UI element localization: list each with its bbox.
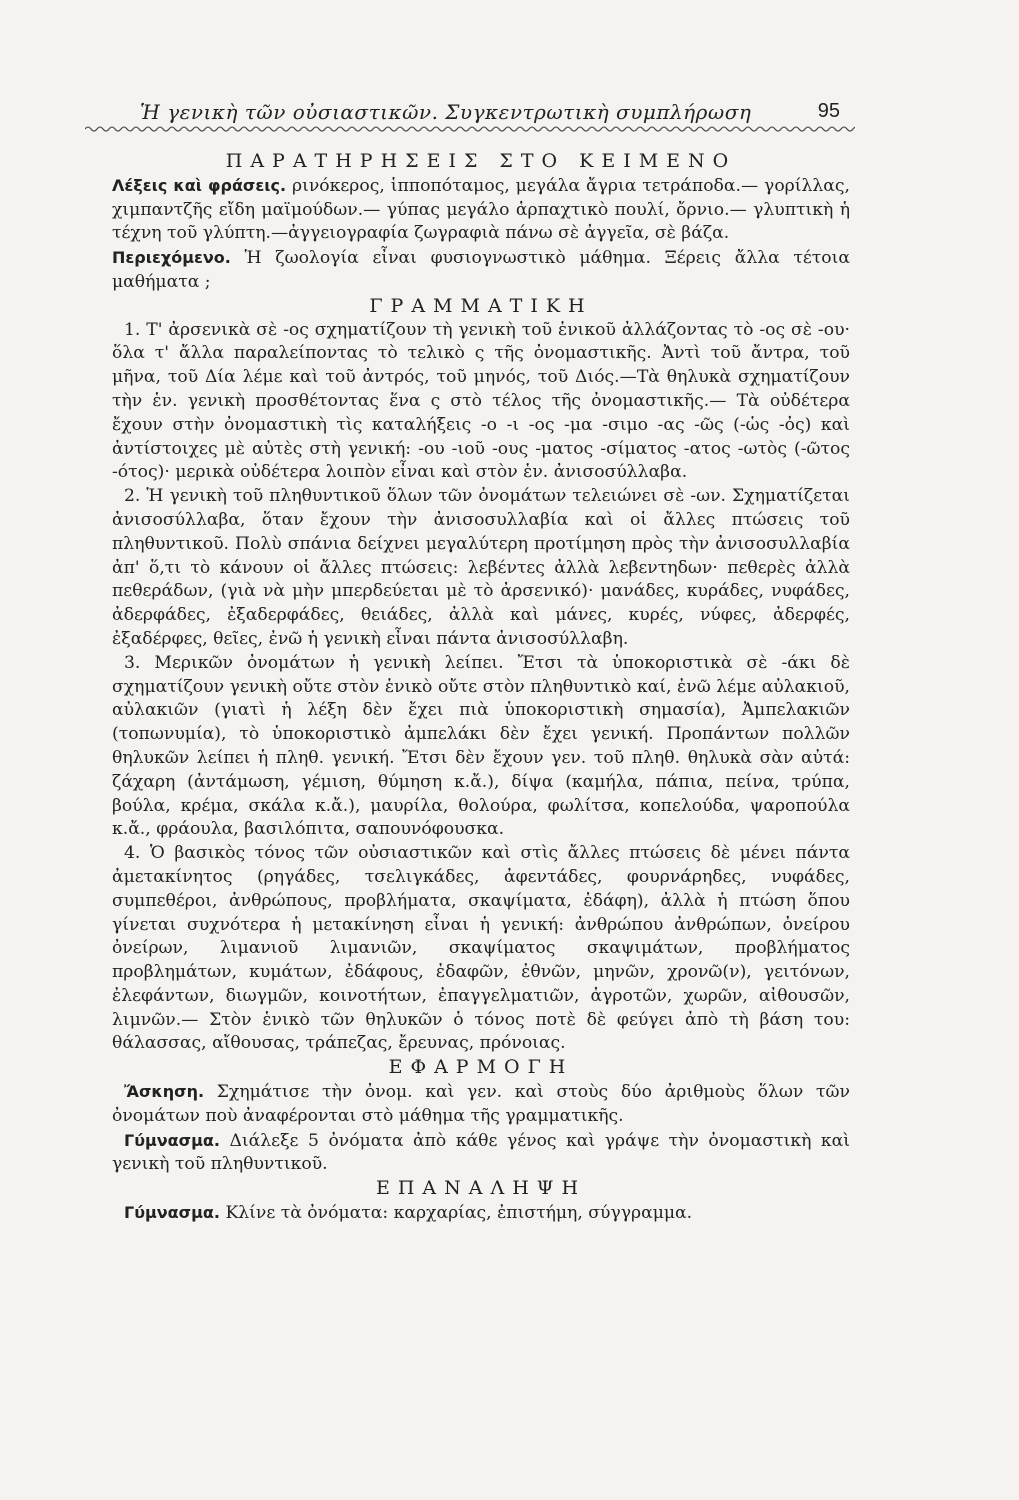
section-heading-epanalipsi: ΕΠΑΝΑΛΗΨΗ <box>375 1177 587 1200</box>
label-periexomeno: Περιεχόμενο. <box>112 248 231 268</box>
label-gymnasma-epanalipsi: Γύμνασμα. <box>124 1203 220 1223</box>
main-text <box>112 150 850 1226</box>
paragraph-gymnasma-epanalipsi <box>112 1201 850 1226</box>
paragraph-gymnasma-efarmogi <box>112 1129 850 1178</box>
label-askisi: Ἄσκηση. <box>124 1082 205 1102</box>
section-heading-grammatiki: ΓΡΑΜΜΑΤΙΚΗ <box>369 294 593 317</box>
text-lexeis: ρινόκερος, ἱπποπόταμος, μεγάλα ἄγρια τετράποδα.— γορίλλας, χιμπαντζῆς εἴδη μαϊμούδων.— γύπας μεγάλο ἁρπαχτικὸ πουλί, ὄρνιο.— γλυπτικὴ ἡ τέχνη τοῦ γλύπτη.—ἀγγειογραφία ζωγραφιὰ πάνω σὲ ἀγγεῖα, σὲ βάζα. <box>112 175 850 244</box>
section-heading-paratiriseis: ΠΑΡΑΤΗΡΗΣΕΙΣ ΣΤΟ ΚΕΙΜΕΝΟ <box>225 150 737 172</box>
text-askisi: Σχημάτισε τὴν ὀνομ. καὶ γεν. καὶ στοὺς δύο ἀριθμοὺς ὅλων τῶν ὀνομάτων ποὺ ἀναφέρονται στὸ μάθημα τῆς γραμματικῆς. <box>112 1082 850 1126</box>
wavy-rule <box>85 124 855 134</box>
section-heading-efarmogi: ΕΦΑΡΜΟΓΗ <box>388 1056 574 1079</box>
label-gymnasma-efarmogi: Γύμνασμα. <box>124 1130 220 1150</box>
paragraph-askisi <box>112 1080 850 1129</box>
grammar-paragraph-3: 3. Μερικῶν ὀνομάτων ἡ γενικὴ λείπει. Ἔτσι τὰ ὑποκοριστικὰ σὲ -άκι δὲ σχηματίζουν γενικὴ οὔτε στὸν ἑνικὸ οὔτε στὸν πληθυντικὸ καί, ἐνῶ λέμε αὐλακιοῦ, αὐλακιῶν (γιατὶ ἡ λέξη δὲν ἔχει πιὰ ὑποκοριστικὴ σημασία), Ἀμπελακιῶν (τοπωνυμία), τὸ ὑποκοριστικὸ ἀμπελάκι δὲν ἔχει γενική. Προπάντων πολλῶν θηλυκῶν λείπει ἡ πληθ. γενική. Ἔτσι δὲν ἔχουν γεν. τοῦ πληθ. θηλυκὰ σὰν αὐτά: ζάχαρη (ἀντάμωση, γέμιση, θύμηση κ.ἄ.), δίψα (καμήλα, πάπια, πείνα, τρύπα, βούλα, κρέμα, σκάλα κ.ἄ.), μαυρίλα, θολούρα, φωλίτσα, κοπελούδα, ψαροπούλα κ.ἄ., φράουλα, βασιλόπιτα, σαπουνόφουσκα. <box>112 652 850 840</box>
grammar-paragraph-4: 4. Ὁ βασικὸς τόνος τῶν οὐσιαστικῶν καὶ στὶς ἄλλες πτώσεις δὲ μένει πάντα ἀμετακίνητος (ρηγάδες, τσελιγκάδες, ἀφεντάδες, φουρνάρηδες, νυφάδες, συμπεθέροι, ἀνθρώπους, προβλήματα, σκαψίματα, ἐδάφη), ἀλλὰ ἡ πτώση ὅπου γίνεται συχνότερα ἡ μετακίνηση εἶναι ἡ γενική: ἀνθρώπου ἀνθρώπων, ὀνείρου ὀνείρων, λιμανιοῦ λιμανιῶν, σκαψίματος σκαψιμάτων, προβλήματος προβλημάτων, κυμάτων, ἐδάφους, ἐδαφῶν, ἐθνῶν, μηνῶν, χρονῶ(ν), γειτόνων, ἐλεφάντων, διωγμῶν, κοινοτήτων, ἐπαγγελματιῶν, ἀγροτῶν, χωρῶν, αἰθουσῶν, λιμνῶν.— Στὸν ἑνικὸ τῶν θηλυκῶν ὁ τόνος ποτὲ δὲ φεύγει ἀπὸ τὴ βάση του: θάλασσας, αἴθουσας, τράπεζας, ἔρευνας, πρόνοιας. <box>112 843 850 1054</box>
text-gymnasma-efarmogi: Διάλεξε 5 ὀνόματα ἀπὸ κάθε γένος καὶ γράψε τὴν ὀνομαστικὴ καὶ γενικὴ τοῦ πληθυντικοῦ. <box>112 1130 850 1175</box>
paragraph-lexeis <box>112 174 850 246</box>
paragraph-periexomeno <box>112 246 850 295</box>
page-number: 95 <box>817 100 840 122</box>
text-periexomeno: Ἡ ζωολογία εἶναι φυσιογνωστικὸ μάθημα. Ξέρεις ἄλλα τέτοια μαθήματα ; <box>112 248 850 292</box>
label-lexeis: Λέξεις καὶ φράσεις. <box>112 175 287 195</box>
text-gymnasma-epanalipsi: Κλίνε τὰ ὀνόματα: καρχαρίας, ἐπιστήμη, σύγγραμμα. <box>225 1203 693 1224</box>
running-title: Ἡ γενικὴ τῶν οὐσιαστικῶν. Συγκεντρωτικὴ συμπλήρωση <box>140 100 752 124</box>
grammar-paragraph-2: 2. Ἡ γενικὴ τοῦ πληθυντικοῦ ὅλων τῶν ὀνομάτων τελειώνει σὲ -ων. Σχηματίζεται ἀνισοσύλλαβα, ὅταν ἔχουν τὴν ἀνισοσυλλαβία καὶ οἱ ἄλλες πτώσεις τοῦ πληθυντικοῦ. Πολὺ σπάνια δείχνει μεγαλύτερη προτίμηση πρὸς τὴν ἀνισοσυλλαβία ἀπ' ὅ,τι τὸ κάνουν οἱ ἄλλες πτώσεις: λεβέντες ἀλλὰ λεβεντηδων· πεθερὲς ἀλλὰ πεθεράδων, (γιὰ νὰ μὴν μπερδεύεται μὲ τὸ ἀρσενικό)· μανάδες, κυράδες, νυφάδες, ἀδερφάδες, ἐξαδερφάδες, θειάδες, ἀλλὰ καὶ μάνες, κυρές, νύφες, ἀδερφές, ἐξαδέρφες, θεῖες, ἐνῶ ἡ γενικὴ εἶναι πάντα ἀνισοσύλλαβη. <box>112 486 850 649</box>
grammar-paragraph-1: 1. Τ' ἀρσενικὰ σὲ -ος σχηματίζουν τὴ γενικὴ τοῦ ἑνικοῦ ἀλλάζοντας τὸ -ος σὲ -ου· ὅλα τ' ἄλλα παραλείποντας τὸ τελικὸ ς τῆς ὀνομαστικῆς. Ἀντὶ τοῦ ἄντρα, τοῦ μῆνα, τοῦ Δία λέμε καὶ τοῦ ἀντρός, τοῦ μηνός, τοῦ Διός.—Τὰ θηλυκὰ σχηματίζουν τὴν ἑν. γενικὴ προσθέτοντας ἕνα ς στὸ τέλος τῆς ὀνομαστικῆς.— Τὰ οὐδέτερα ἔχουν στὴν ὀνομαστικὴ τὶς καταλήξεις -ο -ι -ος -μα -σιμο -ας -ῶς (-ὡς -ὀς) καὶ ἀντίστοιχες μὲ αὐτὲς στὴ γενική: -ου -ιοῦ -ους -ματος -σίματος -ατος -ωτὸς (-ῶτος -ότος)· μερικὰ οὐδέτερα λοιπὸν εἶναι καὶ στὸν ἑν. ἀνισοσύλλαβα. <box>112 319 850 483</box>
